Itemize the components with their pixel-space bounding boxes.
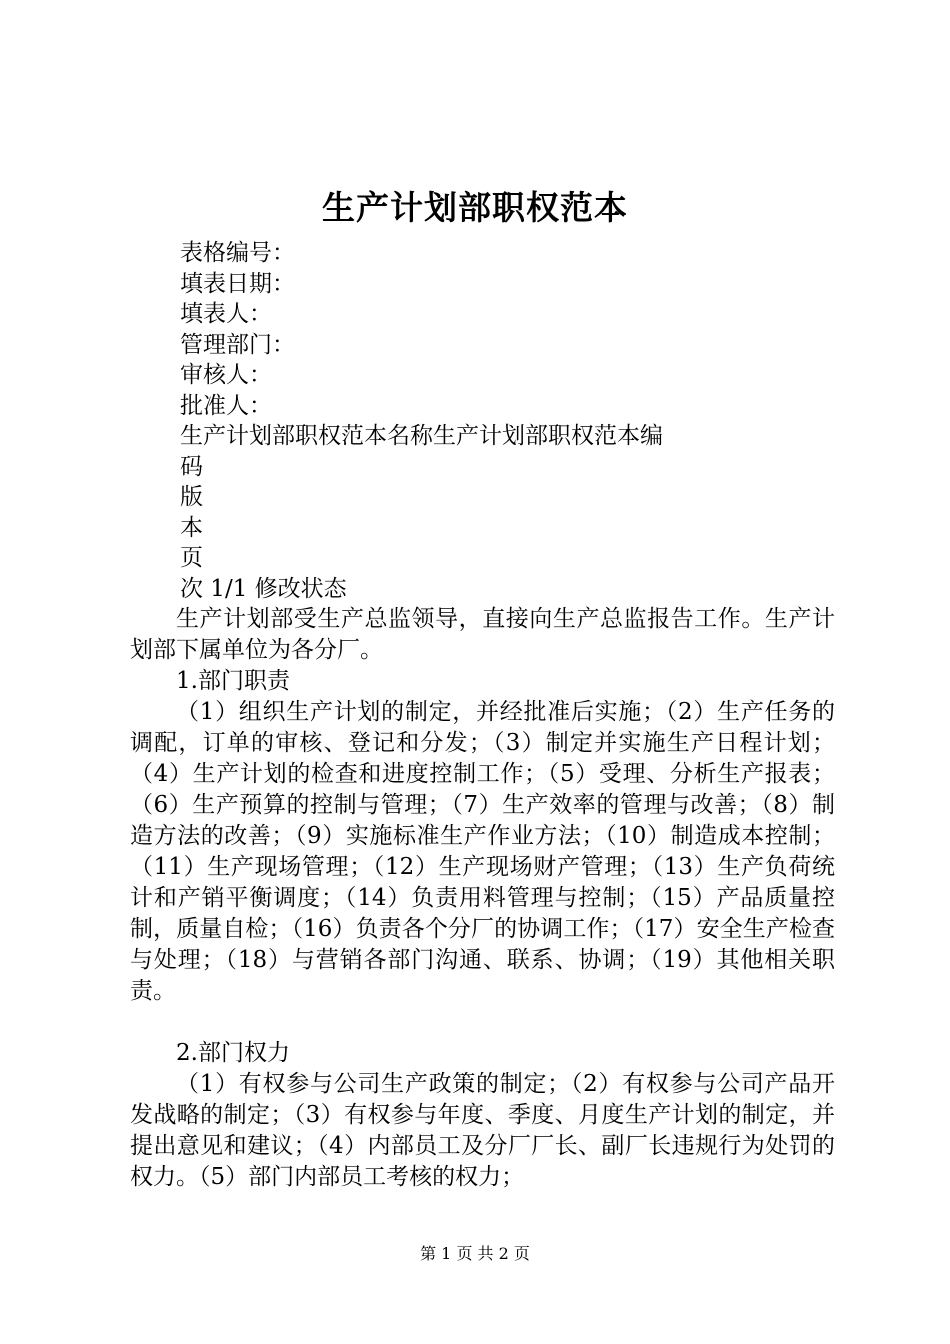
meta-char-ma: 码	[180, 453, 203, 480]
document-body	[130, 604, 835, 1193]
page-footer: 第 1 页 共 2 页	[420, 1244, 530, 1263]
section1-heading: 1.部门职责	[176, 668, 290, 694]
paragraph-spacer	[130, 1007, 835, 1038]
section2-heading: 2.部门权力	[176, 1040, 290, 1066]
meta-approver: 批准人：	[180, 392, 272, 419]
section2-paragraph: （1）有权参与公司生产政策的制定；（2）有权参与公司产品开发战略的制定；（3）有权参与年度、季度、月度生产计划的制定，并提出意见和建议；（4）内部员工及分厂厂长、副厂长违规行为处罚的权力。（5）部门内部员工考核的权力；	[130, 1071, 835, 1190]
meta-revision-status: 次 1/1 修改状态	[180, 575, 347, 602]
meta-form-number: 表格编号：	[180, 240, 295, 266]
meta-name-line: 生产计划部职权范本名称生产计划部职权范本编	[180, 423, 663, 449]
meta-fill-date: 填表日期：	[180, 270, 295, 297]
meta-reviewer: 审核人：	[180, 362, 272, 388]
meta-char-ben: 本	[180, 514, 203, 541]
document-title: 生产计划部职权范本	[322, 188, 628, 227]
meta-char-ye: 页	[180, 545, 203, 571]
form-meta-block	[180, 238, 663, 604]
meta-char-ban: 版	[180, 484, 203, 510]
meta-filler: 填表人：	[180, 301, 272, 327]
intro-paragraph: 生产计划部受生产总监领导，直接向生产总监报告工作。生产计划部下属单位为各分厂。	[130, 606, 835, 663]
meta-department: 管理部门：	[180, 331, 295, 358]
section1-paragraph: （1）组织生产计划的制定，并经批准后实施；（2）生产任务的调配，订单的审核、登记和分发；（3）制定并实施生产日程计划；（4）生产计划的检查和进度控制工作；（5）受理、分析生产报表；（6）生产预算的控制与管理；（7）生产效率的管理与改善；（8）制造方法的改善；（9）实施标准生产作业方法；（10）制造成本控制；（11）生产现场管理；（12）生产现场财产管理；（13）生产负荷统计和产销平衡调度；（14）负责用料管理与控制；（15）产品质量控制，质量自检；（16）负责各个分厂的协调工作；（17）安全生产检查与处理；（18）与营销各部门沟通、联系、协调；（19）其他相关职责。	[130, 699, 835, 1004]
